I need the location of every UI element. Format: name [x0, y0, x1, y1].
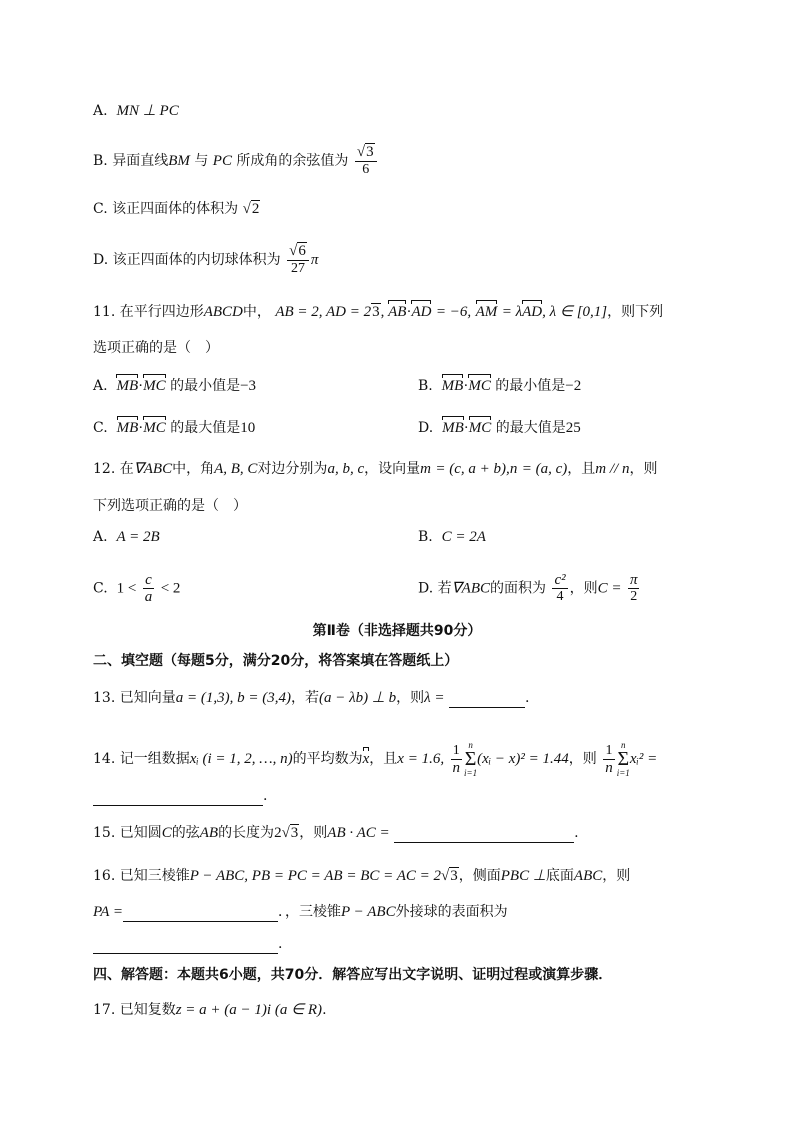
q11-option-a-mc: MC: [143, 378, 166, 394]
q10-option-d-fraction: $\frac{√6}{27}$: [287, 243, 309, 277]
q14-xi: xᵢ (i = 1, 2, …, n): [189, 751, 293, 767]
q15-text1: 已知圆: [119, 825, 162, 841]
q10-option-d-text: 该正四面体的内切球体积为: [112, 252, 281, 268]
q11-option-b-mb: MB: [441, 378, 464, 394]
q13-end: .: [524, 690, 530, 706]
q10-option-c-rad: 2: [251, 201, 260, 217]
q16-text6: 外接球的表面积为: [395, 904, 508, 920]
q17-text1: 已知复数: [119, 1002, 176, 1018]
q15-end: .: [574, 825, 579, 841]
q11-eq2: = λ: [501, 304, 523, 320]
q11-option-b-mc: MC: [468, 378, 491, 394]
q12-vec-m: m: [420, 461, 431, 477]
q11-vec-am: AM: [475, 304, 498, 320]
q14-frac-den: n: [452, 759, 461, 776]
q12-option-c-post: < 2: [160, 580, 181, 597]
q11-vec-ad: AD: [411, 304, 432, 320]
q10-option-a: [93, 101, 179, 121]
q11-cond2: , λ ∈ [0,1]: [542, 304, 608, 320]
q12-stem-line2: 下列选项正确的是（ ）: [93, 498, 247, 514]
q12-option-b-label: B.: [418, 529, 433, 545]
q12-stem: [93, 459, 657, 479]
q15-chord: AB: [199, 825, 219, 841]
q14-sum-top: n: [468, 740, 473, 750]
q10-option-c-label: C.: [93, 201, 108, 217]
q12-number: 12.: [93, 461, 116, 477]
q16-text4: ，则: [602, 868, 631, 884]
q10-option-c-sqrt: √2: [242, 201, 260, 217]
q10-option-d-label: D.: [93, 252, 109, 268]
q11-option-c: C. MB·MC 的最大值是10: [93, 420, 256, 436]
q10-option-a-label: A.: [93, 103, 108, 119]
q12-option-d-post: ，则: [569, 580, 598, 597]
q10-option-b-text: 异面直线: [112, 153, 169, 169]
q11-vec-ad2: AD: [522, 304, 543, 320]
q17-number: 17.: [93, 1002, 116, 1018]
q12-option-c-label: C.: [93, 580, 108, 597]
q12-option-d-pnum: π: [629, 572, 638, 588]
q12-sides: a, b, c: [327, 461, 365, 477]
q14-mean: x = 1.6,: [397, 751, 445, 767]
q11-abcd: ABCD: [203, 304, 243, 320]
q11-option-a-label: A.: [93, 378, 108, 394]
q16-condition: P − ABC, PB = PC = AB = BC = AC = 2: [189, 868, 442, 884]
q11-option-c-mc: MC: [143, 420, 166, 436]
q11-option-d: D. MB·MC 的最大值是25: [418, 420, 581, 436]
q15-text4: ，则: [299, 825, 328, 841]
q11-number: 11.: [93, 304, 116, 320]
q12-option-a-label: A.: [93, 529, 108, 545]
q16-text3: 底面: [545, 868, 574, 884]
q14-sum-1: n Σ i=1: [464, 740, 478, 778]
q11-option-b-val: −2: [565, 378, 582, 394]
q16-text5: ．，三棱锥: [278, 904, 341, 920]
q10-option-c-text: 该正四面体的体积为: [112, 201, 239, 217]
q11-option-d-mc: MC: [468, 420, 492, 436]
q13-number: 13.: [93, 690, 116, 706]
q10-option-b-bm: BM: [168, 153, 190, 169]
q10-option-b: [93, 144, 379, 178]
q11-cond1: AB = 2, AD = 2: [275, 304, 372, 320]
q15-circle: C: [161, 825, 172, 841]
q12-option-d: [418, 572, 641, 605]
q11-option-d-text: 的最大值是: [495, 420, 566, 436]
q10-option-c: [93, 199, 260, 219]
q15-len: 2: [274, 825, 282, 841]
q12-text3: 对边分别为: [257, 461, 328, 477]
q16-pa: PA =: [93, 904, 123, 920]
q11-text2: 中，: [242, 304, 271, 320]
q15-number: 15.: [93, 825, 116, 841]
q11-option-c-label: C.: [93, 420, 108, 436]
q15-answer-blank[interactable]: [394, 828, 574, 843]
q13-text3: ，则: [396, 690, 425, 706]
q14-sum-2: n Σ i=1: [616, 740, 630, 778]
q11-rad3: 3: [372, 304, 380, 320]
q14-square-sum: xᵢ² =: [629, 751, 658, 767]
q12-n-eq: = (a, c): [521, 461, 568, 477]
q10-option-b-label: B.: [93, 153, 108, 169]
q14-xbar: x: [362, 751, 370, 767]
q17: [93, 1000, 327, 1020]
q12-option-c-pre: 1 <: [116, 580, 137, 597]
q10-option-d-pi: π: [310, 252, 319, 268]
section-fill-in-heading: 二、填空题（每题5分，满分20分，将答案填在答题纸上）: [93, 653, 459, 669]
q13-answer-blank[interactable]: [449, 693, 525, 708]
q12-text6: ，则: [629, 461, 658, 477]
q12-option-d-pi-fraction: [628, 572, 640, 605]
q16-pbc: PBC ⊥: [500, 868, 546, 884]
q12-option-b: [418, 527, 486, 547]
q11-option-b-text: 的最小值是: [495, 378, 566, 394]
q16-text2: ，侧面: [458, 868, 501, 884]
q12-option-d-fraction: [552, 572, 567, 605]
q11-text1: 在平行四边形: [119, 304, 204, 320]
q16-text1: 已知三棱锥: [119, 868, 190, 884]
q12-text5: ，且: [567, 461, 596, 477]
q12-option-d-den: 4: [556, 589, 564, 604]
q16-end: .: [278, 936, 283, 952]
q16-area-blank[interactable]: [93, 939, 278, 954]
q12-option-c-num: c: [143, 572, 155, 589]
q12-triangle: ∇ABC: [133, 461, 173, 477]
q11-option-a-mb: MB: [116, 378, 139, 394]
q14-text1: 记一组数据: [119, 751, 190, 767]
q15-text2: 的弦: [171, 825, 200, 841]
q11-option-a-text: 的最小值是: [170, 378, 241, 394]
q16-rad: 3: [450, 868, 458, 884]
q14-sum-bot: i=1: [464, 768, 478, 778]
q11-stem: 11. 在平行四边形ABCD中， AB = 2, AD = 23, AB·AD = −6, AM = λAD, λ ∈ [0,1]，则下列: [93, 304, 664, 320]
q11-option-c-val: 10: [240, 420, 256, 436]
q15-expression: AB · AC =: [327, 825, 390, 841]
q13-lambda: λ =: [424, 690, 445, 706]
q12-text1: 在: [119, 461, 134, 477]
q11-option-c-text: 的最大值是: [170, 420, 241, 436]
q12-option-b-math: C = 2A: [441, 529, 486, 545]
section-solution-heading: 四、解答题：本题共6小题，共70分．解答应写出文字说明、证明过程或演算步骤．: [93, 967, 613, 983]
q13-text2: ，若: [290, 690, 319, 706]
q10-option-d-num: 6: [298, 243, 306, 259]
q12-option-d-mid: 的面积为: [490, 580, 547, 597]
q10-option-d: [93, 243, 318, 277]
q14-number: 14.: [93, 751, 116, 767]
q14-fraction-2: [603, 743, 615, 776]
q12-option-a-math: A = 2B: [116, 529, 160, 545]
q12-vec-n: n: [509, 461, 518, 477]
q11-option-a-val: −3: [240, 378, 257, 394]
q15-rad: 3: [290, 825, 299, 841]
q12-text2: 中，角: [172, 461, 215, 477]
q14-frac2-num: 1: [603, 743, 615, 760]
q11-option-d-mb: MB: [442, 420, 464, 436]
q14-text3: ，且: [369, 751, 398, 767]
q12-m-eq: = (c, a + b),: [435, 461, 510, 477]
q11-dot: ·: [406, 304, 412, 320]
q14-frac-num: 1: [451, 743, 463, 760]
q17-end: .: [322, 1002, 327, 1018]
q14-text4: ，则: [568, 751, 597, 767]
q11-option-d-val: 25: [565, 420, 581, 436]
q11-option-c-mb: MB: [116, 420, 139, 436]
q12-option-d-pre: 若: [437, 580, 452, 597]
q11-option-d-label: D.: [418, 420, 434, 436]
q14-sum2-top: n: [621, 740, 626, 750]
q11-option-a: A. MB·MC 的最小值是−3: [93, 378, 257, 394]
q16-number: 16.: [93, 868, 116, 884]
q12-option-d-label: D.: [418, 580, 434, 597]
q12-angles: A, B, C: [214, 461, 258, 477]
q11-option-b: B. MB·MC 的最小值是−2: [418, 378, 582, 394]
q16: 16. 已知三棱锥P − ABC, PB = PC = AB = BC = AC = 2√3，侧面PBC ⊥底面ABC，则: [93, 868, 631, 884]
q16-line2: [93, 902, 508, 922]
q10-option-b-num: 3: [366, 144, 374, 160]
q12-option-c: [93, 572, 180, 605]
q16-pabc: P − ABC: [341, 904, 396, 920]
q12-option-d-pden: 2: [630, 589, 638, 604]
q13-text1: 已知向量: [119, 690, 176, 706]
q15-text3: 的长度为: [218, 825, 275, 841]
q12-option-c-fraction: [143, 572, 155, 605]
q14: [93, 740, 657, 778]
q10-option-d-den: 27: [290, 261, 305, 276]
q13-condition: (a − λb) ⊥ b: [318, 690, 397, 706]
part2-title: 第Ⅱ卷（非选择题共90分）: [312, 623, 482, 639]
q10-option-b-mid: 与: [194, 153, 209, 169]
q14-text2: 的平均数为: [292, 751, 363, 767]
q15: 15. 已知圆C的弦AB的长度为2√3，则AB · AC = .: [93, 825, 579, 841]
q12-option-c-den: a: [144, 589, 153, 605]
q10-option-b-den: 6: [362, 162, 370, 177]
q11-vec-ab: AB: [388, 304, 407, 320]
q14-variance: (xᵢ − x)² = 1.44: [477, 751, 569, 767]
q16-line3: [93, 934, 282, 954]
q11-option-b-label: B.: [418, 378, 433, 394]
q14-sum2-bot: i=1: [616, 768, 630, 778]
q14-answer-line: [93, 786, 267, 806]
q17-expression: z = a + (a − 1)i (a ∈ R): [175, 1002, 323, 1018]
q16-abc: ABC: [573, 868, 603, 884]
q11-stem-line2: 选项正确的是（ ）: [93, 340, 219, 356]
q13-vectors: a = (1,3), b = (3,4): [175, 690, 291, 706]
q10-option-b-fraction: $\frac{√3}{6}$: [355, 144, 377, 178]
q13: [93, 688, 529, 708]
q11-eq1: = −6,: [435, 304, 472, 320]
q12-option-a: [93, 527, 160, 547]
q10-option-b-end: 所成角的余弦值为: [236, 153, 349, 169]
q10-option-a-math: MN ⊥ PC: [116, 103, 179, 119]
q12-option-d-tri: ∇ABC: [451, 580, 491, 597]
q12-option-d-num: c²: [554, 572, 566, 588]
q14-answer-blank[interactable]: [93, 791, 263, 806]
q12-parallel: m // n: [595, 461, 630, 477]
q14-end: .: [263, 788, 268, 804]
q14-frac2-den: n: [605, 759, 613, 776]
q12-option-d-c: C =: [597, 580, 622, 597]
q14-fraction-1: [451, 743, 463, 776]
q10-option-b-pc: PC: [212, 153, 232, 169]
q11-tail: ，则下列: [607, 304, 664, 320]
q12-text4: ，设向量: [364, 461, 421, 477]
q16-pa-blank[interactable]: [123, 907, 278, 922]
